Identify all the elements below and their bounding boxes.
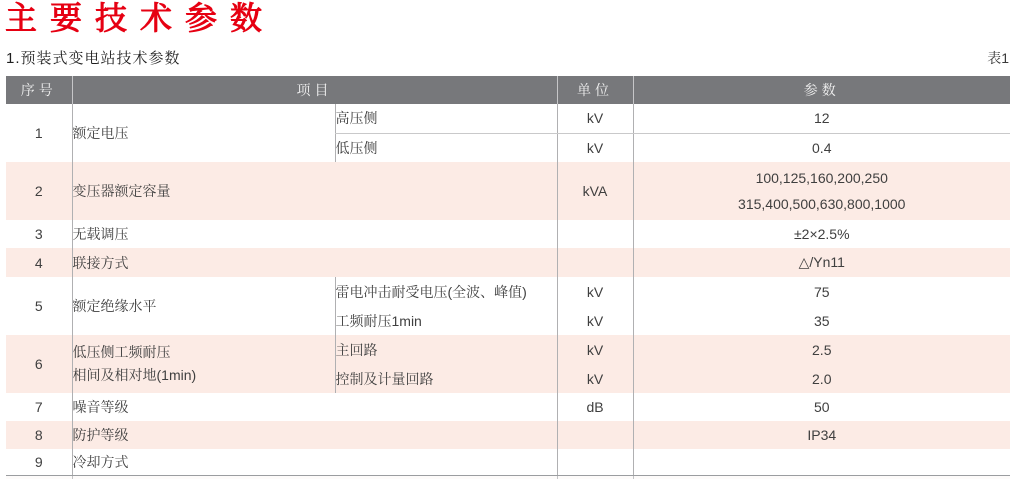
cell-no: 5 bbox=[34, 298, 43, 314]
grid-line-remnant bbox=[72, 476, 73, 479]
cell-param: 2.0 bbox=[633, 364, 1010, 393]
cell-item bbox=[72, 335, 335, 393]
param-line-1: 100,125,160,200,250 bbox=[755, 170, 888, 186]
cell-unit: kV bbox=[557, 364, 633, 393]
cell-item: 额定绝缘水平 bbox=[72, 277, 335, 335]
cell-param: 75 bbox=[633, 277, 1010, 306]
subhead-row bbox=[6, 47, 1009, 68]
table-row bbox=[6, 162, 1010, 220]
cell-subitem: 雷电冲击耐受电压(全波、峰值) bbox=[335, 277, 557, 306]
cell-no: 9 bbox=[6, 449, 72, 475]
cell-item: 变压器额定容量 bbox=[72, 162, 557, 220]
grid-line-remnant bbox=[557, 476, 558, 479]
cell-unit: kV bbox=[557, 306, 633, 335]
cell-param: 0.4 bbox=[633, 133, 1010, 162]
cell-item: 无载调压 bbox=[72, 220, 557, 248]
table-number-label: 表1 bbox=[987, 50, 1009, 66]
cell-param bbox=[633, 162, 1010, 220]
col-header-item: 项目 bbox=[72, 76, 557, 104]
cell-unit: kV bbox=[557, 104, 633, 133]
cell-param: 2.5 bbox=[633, 335, 1010, 364]
cell-unit: kV bbox=[557, 335, 633, 364]
cell-subitem: 主回路 bbox=[335, 335, 557, 364]
cell-unit: kV bbox=[557, 133, 633, 162]
col-header-unit: 单位 bbox=[557, 76, 633, 104]
cell-unit bbox=[557, 220, 633, 248]
table-row bbox=[6, 220, 1010, 248]
table-row bbox=[6, 277, 1010, 306]
table-row bbox=[6, 248, 1010, 277]
col-header-param: 参数 bbox=[633, 76, 1010, 104]
col-header-no: 序号 bbox=[6, 76, 72, 104]
cell-unit bbox=[557, 421, 633, 449]
cell-no: 6 bbox=[6, 335, 72, 393]
cell-no: 7 bbox=[34, 399, 43, 415]
cell-item: 冷却方式 bbox=[72, 449, 557, 475]
table-row bbox=[6, 104, 1010, 133]
cell-param: IP34 bbox=[633, 421, 1010, 449]
cell-no: 2 bbox=[6, 162, 72, 220]
cell-subitem: 工频耐压1min bbox=[335, 306, 557, 335]
table-row bbox=[6, 335, 1010, 364]
cell-param bbox=[633, 449, 1010, 475]
cell-unit: dB bbox=[557, 393, 633, 421]
cell-param: 50 bbox=[633, 393, 1010, 421]
cell-param: △/Yn11 bbox=[633, 248, 1010, 277]
cell-param: 12 bbox=[633, 104, 1010, 133]
table-row bbox=[6, 393, 1010, 421]
cell-subitem: 控制及计量回路 bbox=[335, 364, 557, 393]
cell-no: 4 bbox=[6, 248, 72, 277]
cell-unit: kV bbox=[557, 277, 633, 306]
cell-no: 8 bbox=[6, 421, 72, 449]
cell-unit bbox=[557, 248, 633, 277]
cell-param: ±2×2.5% bbox=[633, 220, 1010, 248]
table-row bbox=[6, 421, 1010, 449]
cell-item: 额定电压 bbox=[72, 104, 335, 162]
cell-subitem: 低压侧 bbox=[335, 133, 557, 162]
cell-item: 防护等级 bbox=[72, 421, 557, 449]
cell-item: 联接方式 bbox=[72, 248, 557, 277]
cell-unit: kVA bbox=[557, 162, 633, 220]
cell-unit bbox=[557, 449, 633, 475]
item-line-1: 低压侧工频耐压 bbox=[72, 344, 171, 360]
page-title: 主要技术参数 bbox=[5, 0, 276, 36]
cell-subitem: 高压侧 bbox=[335, 104, 557, 133]
cell-param: 35 bbox=[633, 306, 1010, 335]
table-row bbox=[6, 449, 1010, 475]
cell-no: 3 bbox=[34, 226, 43, 242]
grid-line-remnant bbox=[633, 476, 634, 479]
technical-parameters-table bbox=[6, 76, 1010, 476]
table-header-row bbox=[6, 76, 1010, 104]
param-line-2: 315,400,500,630,800,1000 bbox=[738, 196, 906, 212]
item-line-2: 相间及相对地(1min) bbox=[72, 367, 197, 383]
cutoff-next-row bbox=[6, 476, 1010, 479]
cell-item: 噪音等级 bbox=[72, 393, 557, 421]
section-subtitle: 1.预装式变电站技术参数 bbox=[6, 50, 181, 67]
cell-no: 1 bbox=[34, 125, 43, 141]
